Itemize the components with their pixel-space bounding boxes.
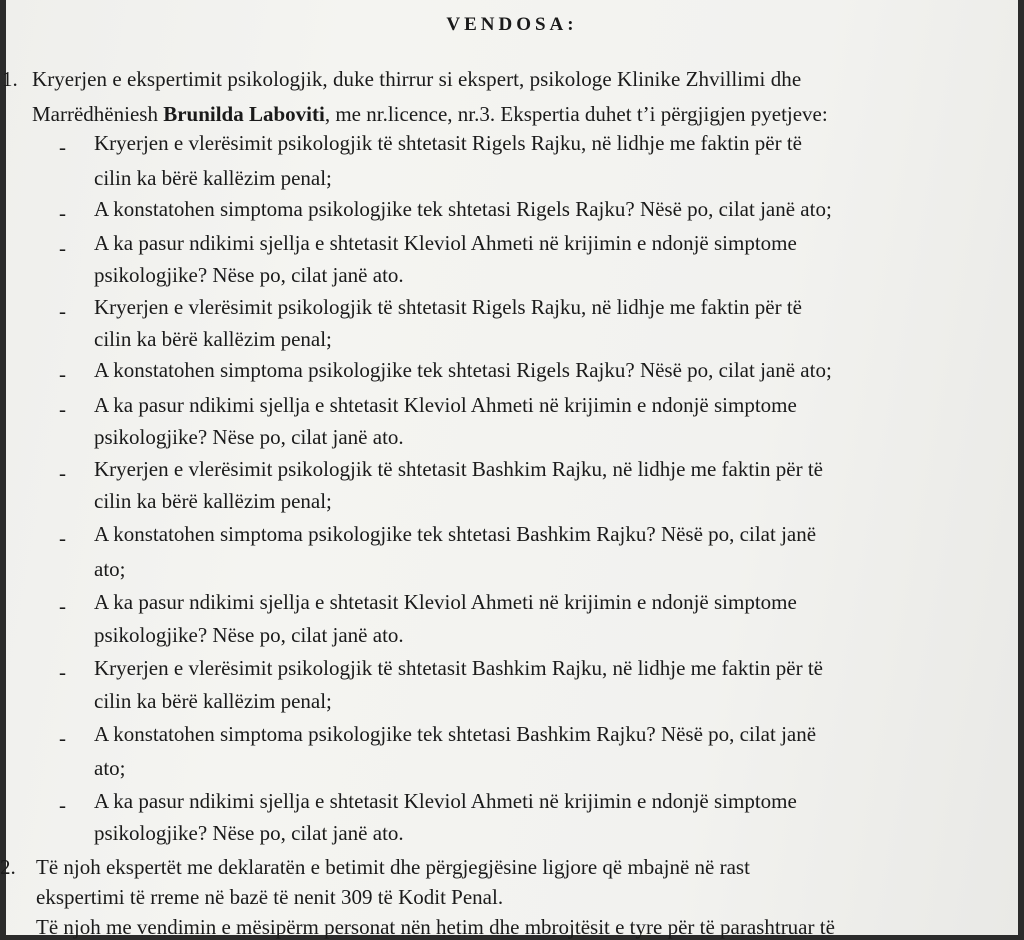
item-3-line-1: Të njoh me vendimin e mësipërm personat nën hetim dhe mbrojtësit e tyre për të parashtruar të — [36, 915, 835, 939]
question-1-line-2: cilin ka bërë kallëzim penal; — [94, 166, 332, 190]
question-3-line-2: psikologjike? Nëse po, cilat janë ato. — [94, 263, 404, 287]
item-1-intro-line-1: Kryerjen e ekspertimit psikologjik, duke thirrur si ekspert, psikologe Klinike Zhvillimi dhe — [32, 67, 802, 91]
question-11-line-2: ato; — [94, 756, 126, 780]
bullet-dash: - — [59, 793, 66, 817]
bullet-dash: - — [59, 726, 66, 750]
bullet-dash: - — [59, 397, 66, 421]
bullet-dash: - — [59, 135, 66, 159]
intro-text-post: , me nr.licence, nr.3. Ekspertia duhet t’i përgjigjen pyetjeve: — [324, 102, 828, 126]
expert-name: Brunilda Laboviti — [163, 102, 325, 126]
question-3-line-1: A ka pasur ndikimi sjellja e shtetasit Kleviol Ahmeti në krijimin e ndonjë simptome — [94, 231, 797, 255]
question-10-line-1: Kryerjen e vlerësimit psikologjik të shtetasit Bashkim Rajku, në lidhje me faktin për të — [94, 656, 824, 680]
intro-text-pre: Marrëdhëniesh — [32, 102, 164, 126]
question-12-line-1: A ka pasur ndikimi sjellja e shtetasit Kleviol Ahmeti në krijimin e ndonjë simptome — [94, 789, 797, 813]
item-2-line-1: Të njoh ekspertët me deklaratën e betimit dhe përgjegjësine ligjore që mbajnë në rast — [36, 855, 750, 879]
bullet-dash: - — [59, 236, 66, 260]
bullet-dash: - — [59, 461, 66, 485]
question-11-line-1: A konstatohen simptoma psikologjike tek shtetasi Bashkim Rajku? Nësë po, cilat janë — [94, 722, 817, 746]
question-9-line-2: psikologjike? Nëse po, cilat janë ato. — [94, 623, 404, 647]
bullet-dash: - — [59, 526, 66, 550]
question-8-line-2: ato; — [94, 557, 126, 581]
item-1-intro-line-2 — [32, 101, 828, 127]
question-12-line-2: psikologjike? Nëse po, cilat janë ato. — [94, 821, 404, 845]
item-2-number: 2. — [0, 855, 16, 879]
item-2-line-2: ekspertimi të rreme në bazë të nenit 309 të Kodit Penal. — [36, 885, 504, 909]
question-1-line-1: Kryerjen e vlerësimit psikologjik të shtetasit Rigels Rajku, në lidhje me faktin për të — [94, 131, 803, 155]
question-9-line-1: A ka pasur ndikimi sjellja e shtetasit Kleviol Ahmeti në krijimin e ndonjë simptome — [94, 590, 797, 614]
question-10-line-2: cilin ka bërë kallëzim penal; — [94, 689, 332, 713]
question-2-line-1: A konstatohen simptoma psikologjike tek shtetasi Rigels Rajku? Nësë po, cilat janë ato; — [94, 197, 832, 221]
question-7-line-1: Kryerjen e vlerësimit psikologjik të shtetasit Bashkim Rajku, në lidhje me faktin për të — [94, 457, 824, 481]
question-7-line-2: cilin ka bërë kallëzim penal; — [94, 489, 332, 513]
bullet-dash: - — [59, 201, 66, 225]
decision-heading: VENDOSA: — [446, 14, 578, 35]
bullet-dash: - — [59, 362, 66, 386]
bullet-dash: - — [59, 594, 66, 618]
bullet-dash: - — [59, 660, 66, 684]
bullet-dash: - — [59, 299, 66, 323]
question-4-line-2: cilin ka bërë kallëzim penal; — [94, 327, 332, 351]
question-5-line-1: A konstatohen simptoma psikologjike tek shtetasi Rigels Rajku? Nësë po, cilat janë ato; — [94, 358, 832, 382]
question-6-line-1: A ka pasur ndikimi sjellja e shtetasit Kleviol Ahmeti në krijimin e ndonjë simptome — [94, 393, 797, 417]
question-4-line-1: Kryerjen e vlerësimit psikologjik të shtetasit Rigels Rajku, në lidhje me faktin për të — [94, 295, 803, 319]
question-8-line-1: A konstatohen simptoma psikologjike tek shtetasi Bashkim Rajku? Nësë po, cilat janë — [94, 522, 817, 546]
item-1-number: 1. — [2, 67, 18, 91]
question-6-line-2: psikologjike? Nëse po, cilat janë ato. — [94, 425, 404, 449]
